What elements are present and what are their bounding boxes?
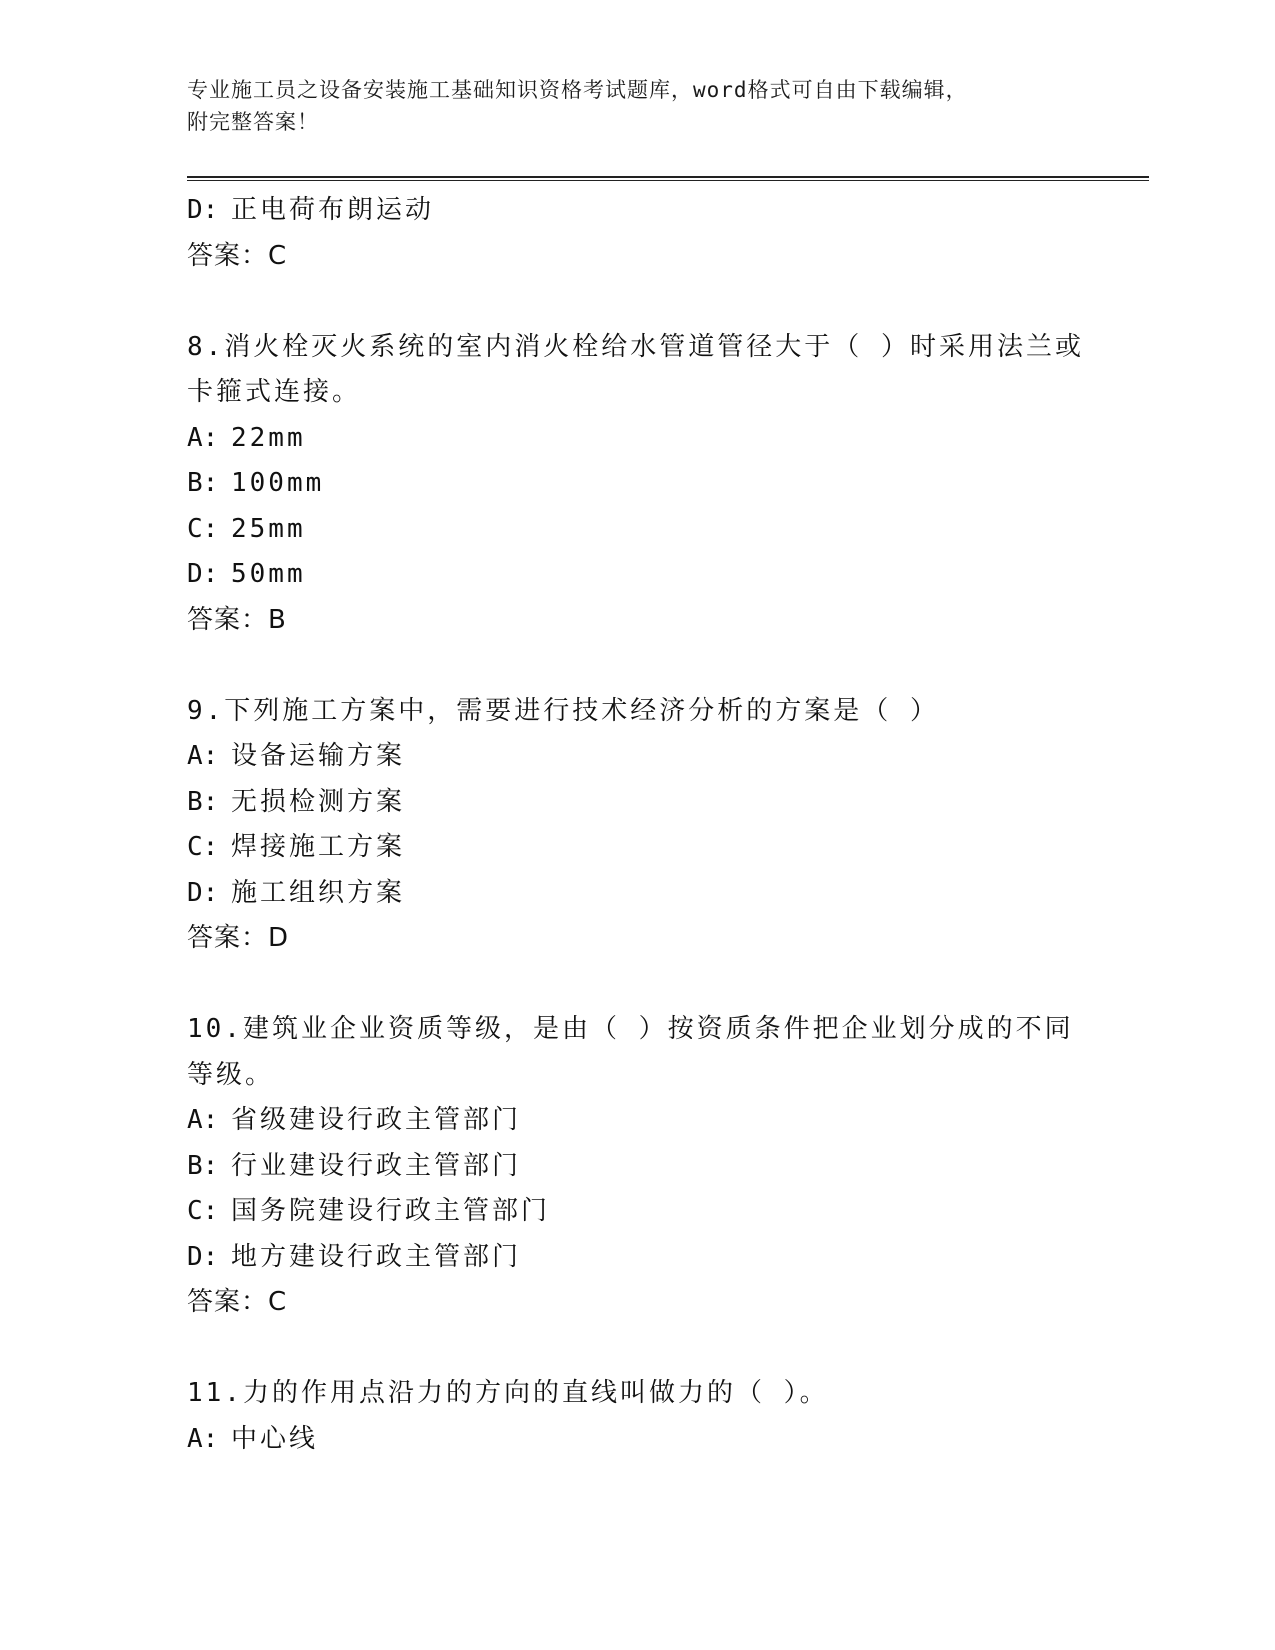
option-text: 50mm [231,559,306,589]
question-7-option-d [187,188,1087,234]
option-text: 25mm [231,513,306,544]
option-label: D: [187,1241,219,1272]
question-spacer [187,1326,1087,1372]
option-text: 设备运输方案 [231,741,406,771]
question-11-option-a [187,1417,1087,1463]
option-label: D: [187,195,219,225]
option-label: C: [187,513,219,544]
option-text: 无损检测方案 [231,786,406,817]
option-text: 地方建设行政主管部门 [231,1241,522,1272]
question-10-answer: 答案：C [187,1287,288,1317]
question-9-answer: 答案：D [187,923,290,953]
question-9-option-c [187,825,1087,871]
question-8-answer: 答案：B [187,604,287,635]
option-label: A: [187,1105,219,1135]
question-8-option-c [187,507,1087,553]
question-9-option-b [187,780,1087,826]
option-label: A: [187,1423,219,1454]
question-9-option-a [187,734,1087,780]
header-title-line-2: 附完整答案！ [187,110,319,134]
question-8-stem-line-1: 8.消火栓灭火系统的室内消火栓给水管道管径大于（ ）时采用法兰或 [187,331,1084,362]
question-8-stem-line-2: 卡箍式连接。 [187,377,362,407]
option-label: C: [187,832,219,862]
question-10-option-c [187,1189,1087,1235]
option-text: 22mm [231,422,306,453]
option-label: C: [187,1196,219,1226]
question-9-option-d [187,871,1087,917]
option-label: B: [187,786,219,817]
question-spacer [187,962,1087,1008]
option-text: 正电荷布朗运动 [231,195,435,225]
question-10-option-a [187,1098,1087,1144]
question-10-stem-line-2: 等级。 [187,1059,275,1090]
question-list [187,188,1087,1462]
header-divider [187,176,1149,181]
question-8-option-b [187,461,1087,507]
question-10-option-d [187,1235,1087,1281]
option-label: A: [187,741,219,771]
question-spacer [187,643,1087,689]
header-title-line-1: 专业施工员之设备安装施工基础知识资格考试题库，word格式可自由下载编辑， [187,78,968,102]
question-9-stem-line-1: 9.下列施工方案中，需要进行技术经济分析的方案是（ ） [187,695,939,726]
option-text: 行业建设行政主管部门 [231,1150,522,1181]
question-10-stem-line-1: 10.建筑业企业资质等级，是由（ ）按资质条件把企业划分成的不同 [187,1014,1074,1044]
option-text: 焊接施工方案 [231,832,406,862]
option-text: 100mm [231,468,325,498]
question-spacer [187,279,1087,325]
option-text: 国务院建设行政主管部门 [231,1196,551,1226]
question-8-option-d [187,552,1087,598]
option-label: B: [187,468,219,498]
question-11-stem-line-1: 11.力的作用点沿力的方向的直线叫做力的（ ）。 [187,1378,829,1408]
question-10-option-b [187,1144,1087,1190]
option-label: A: [187,422,219,453]
option-label: D: [187,559,219,589]
option-label: B: [187,1150,219,1181]
option-text: 中心线 [231,1423,319,1454]
question-8-option-a [187,416,1087,462]
document-header [187,74,1077,138]
question-7-answer: 答案：C [187,240,288,271]
option-label: D: [187,877,219,908]
option-text: 省级建设行政主管部门 [231,1105,522,1135]
option-text: 施工组织方案 [231,877,406,908]
